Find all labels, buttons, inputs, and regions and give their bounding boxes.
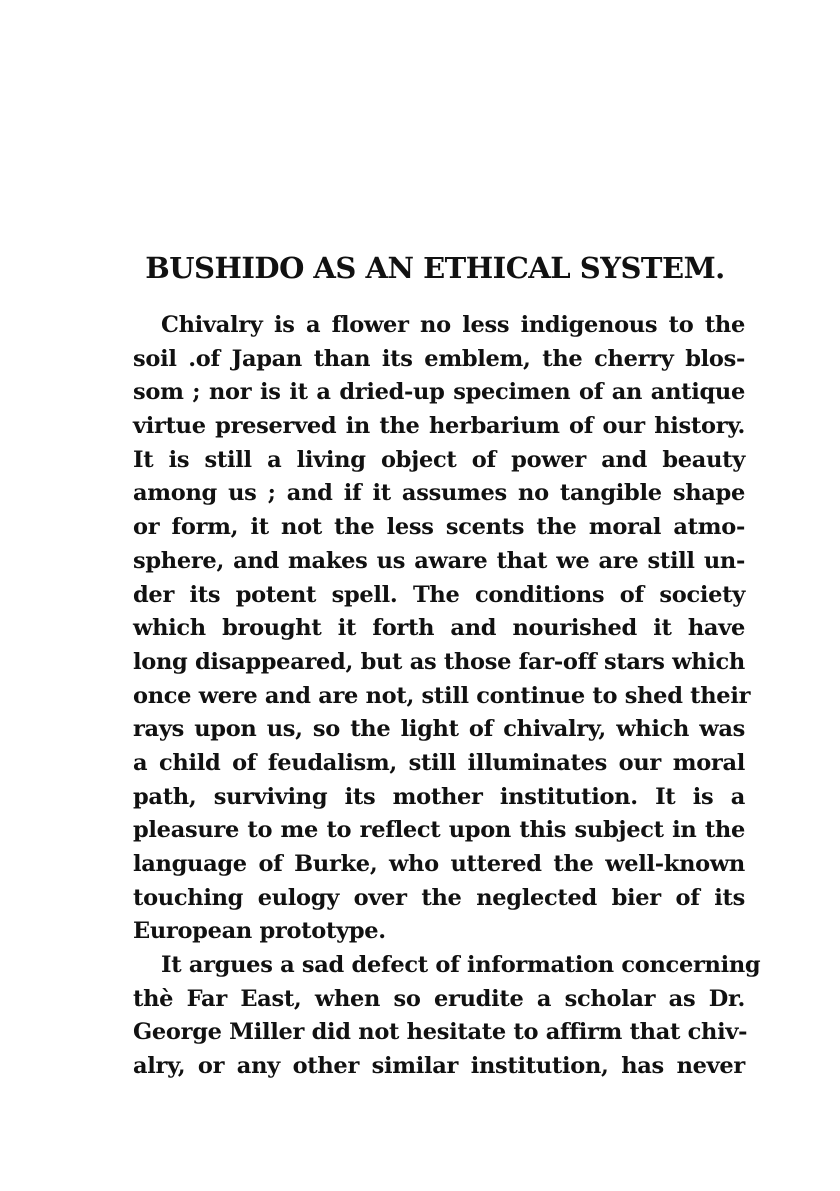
text-line: touching eulogy over the neglected bier of its: [133, 884, 745, 911]
text-line: long disappeared, but as those far-off stars which: [133, 648, 745, 675]
text-line: thè Far East, when so erudite a scholar as Dr.: [133, 985, 745, 1012]
text-line: virtue preserved in the herbarium of our history.: [133, 413, 745, 440]
text-line: among us ; and if it assumes no tangible shape: [133, 480, 745, 507]
text-line: sphere, and makes us aware that we are still un-: [133, 547, 745, 574]
text-line: It is still a living object of power and beauty: [133, 446, 745, 473]
text-line: European prototype.: [133, 918, 386, 945]
text-line: once were and are not, still continue to shed their: [133, 682, 751, 709]
body-text: [133, 309, 761, 1084]
text-line: Chivalry is a flower no less indigenous to the: [161, 312, 745, 338]
text-line: language of Burke, who uttered the well-known: [133, 851, 745, 877]
text-line: a child of feudalism, still illuminates our moral: [133, 749, 745, 776]
text-line: rays upon us, so the light of chivalry, which was: [133, 716, 745, 743]
text-line: or form, it not the less scents the moral atmo-: [133, 514, 745, 541]
paragraph: [133, 309, 751, 949]
paragraph: [133, 949, 761, 1084]
text-line: der its potent spell. The conditions of society: [133, 581, 745, 608]
text-line: It argues a sad defect of information concerning: [161, 952, 761, 979]
text-line: pleasure to me to reflect upon this subject in the: [133, 817, 745, 844]
text-line: George Miller did not hesitate to affirm that chiv-: [133, 1019, 748, 1046]
text-line: alry, or any other similar institution, has never: [133, 1053, 745, 1080]
text-line: som ; nor is it a dried-up specimen of an antique: [133, 379, 745, 406]
text-line: which brought it forth and nourished it have: [133, 615, 745, 642]
text-line: soil .of Japan than its emblem, the cherry blos-: [133, 345, 745, 372]
chapter-title: BUSHIDO AS AN ETHICAL SYSTEM.: [145, 251, 725, 285]
text-line: path, surviving its mother institution. It is a: [133, 783, 745, 810]
